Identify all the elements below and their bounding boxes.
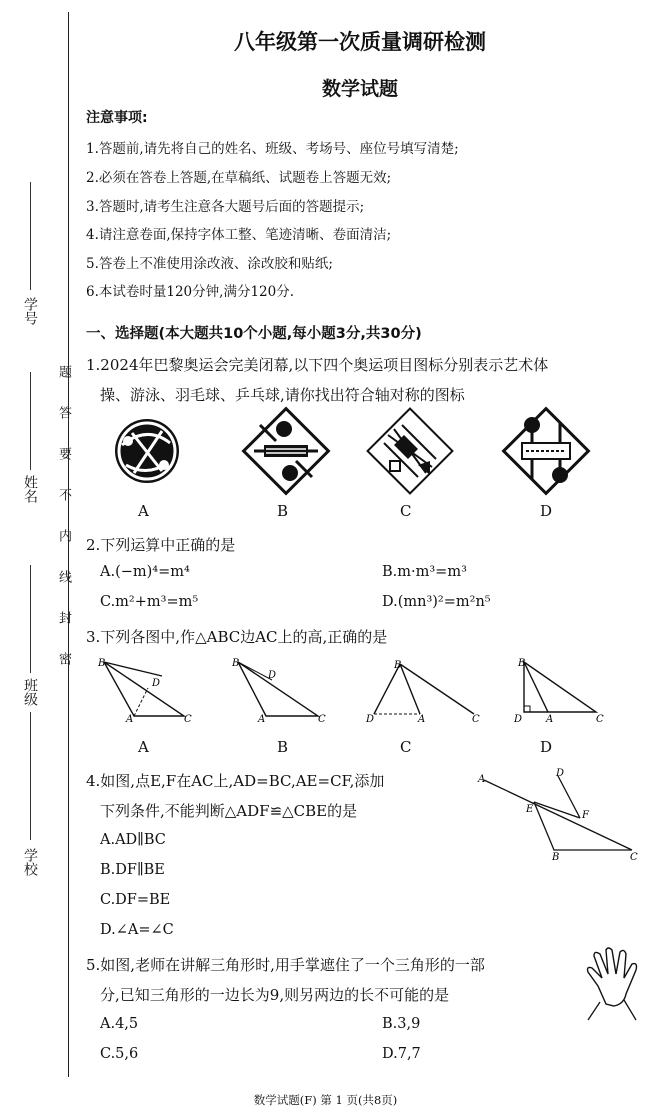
svg-text:A: A — [126, 714, 134, 725]
svg-text:A: A — [546, 714, 554, 725]
svg-text:C: C — [318, 714, 326, 725]
svg-text:C: C — [472, 714, 480, 725]
field-student-id-line — [30, 182, 31, 290]
svg-text:E: E — [526, 804, 534, 815]
section-heading: 一、选择题(本大题共10个小题,每小题3分,共30分) — [86, 326, 422, 342]
field-class-line — [30, 565, 31, 673]
svg-text:D: D — [556, 768, 565, 779]
q2-option-d[interactable]: D.(mn³)²=m²n⁵ — [382, 594, 491, 610]
q4-figure — [476, 768, 646, 864]
svg-text:A: A — [418, 714, 426, 725]
q1-label-b: B — [277, 502, 289, 520]
swimming-icon — [250, 415, 322, 487]
svg-text:B: B — [518, 658, 526, 669]
svg-text:B: B — [232, 658, 240, 669]
notes-heading: 注意事项: — [86, 110, 148, 126]
q4-option-d[interactable]: D.∠A=∠C — [100, 922, 174, 938]
svg-text:C: C — [630, 852, 638, 863]
q5-option-a[interactable]: A.4,5 — [100, 1016, 139, 1032]
note-item: 1.答题前,请先将自己的姓名、班级、考场号、座位号填写清楚; — [86, 141, 459, 157]
q1-label-a: A — [138, 502, 149, 520]
q3-figure-d — [508, 656, 608, 726]
q4-option-c[interactable]: C.DF=BE — [100, 892, 171, 908]
svg-text:A: A — [478, 774, 486, 785]
svg-text:B: B — [98, 658, 106, 669]
q3-stem: 3.下列各图中,作△ABC边AC上的高,正确的是 — [86, 628, 388, 646]
q1-stem-line2: 操、游泳、羽毛球、乒乓球,请你找出符合轴对称的图标 — [100, 386, 465, 404]
svg-text:D: D — [152, 678, 161, 689]
svg-text:B: B — [552, 852, 560, 863]
q4-stem-line2: 下列条件,不能判断△ADF≌△CBE的是 — [100, 802, 358, 820]
note-item: 6.本试卷时量120分钟,满分120分. — [86, 284, 294, 300]
q3-figure-c — [362, 656, 482, 726]
q1-label-d: D — [540, 502, 553, 520]
q1-label-c: C — [400, 502, 412, 520]
page-footer: 数学试题(F) 第 1 页(共8页) — [253, 1093, 398, 1107]
q2-option-b[interactable]: B.m·m³=m³ — [382, 564, 467, 580]
q5-stem-line2: 分,已知三角形的一边长为9,则另两边的长不可能的是 — [100, 986, 450, 1004]
q2-stem: 2.下列运算中正确的是 — [86, 536, 236, 554]
exam-subject: 数学试题 — [321, 78, 398, 100]
svg-text:B: B — [394, 660, 402, 671]
q3-label-a: A — [138, 738, 149, 756]
gymnastics-icon — [112, 415, 182, 487]
q1-stem-line1: 1.2024年巴黎奥运会完美闭幕,以下四个奥运项目图标分别表示艺术体 — [86, 356, 549, 374]
svg-text:D: D — [366, 714, 375, 725]
note-item: 5.答卷上不准使用涂改液、涂改胶和贴纸; — [86, 256, 333, 272]
svg-text:C: C — [184, 714, 192, 725]
svg-text:D: D — [514, 714, 523, 725]
seal-line-text: 题答要不内线封密 — [56, 365, 71, 693]
q5-option-d[interactable]: D.7,7 — [382, 1046, 421, 1062]
svg-text:D: D — [268, 670, 277, 681]
field-class-label: 班级 — [22, 678, 38, 706]
q2-option-c[interactable]: C.m²+m³=m⁵ — [100, 594, 199, 610]
table-tennis-icon — [510, 415, 582, 487]
q3-figure-b — [230, 656, 330, 726]
q4-option-a[interactable]: A.AD∥BC — [100, 832, 166, 848]
q3-label-d: D — [540, 738, 553, 756]
svg-text:C: C — [596, 714, 604, 725]
badminton-icon — [374, 415, 446, 487]
q5-option-b[interactable]: B.3,9 — [382, 1016, 421, 1032]
q3-figure-a — [96, 656, 196, 726]
note-item: 4.请注意卷面,保持字体工整、笔迹清晰、卷面清洁; — [86, 227, 392, 243]
q2-option-a[interactable]: A.(−m)⁴=m⁴ — [100, 564, 190, 580]
field-school-line — [30, 712, 31, 840]
hand-icon — [584, 946, 640, 1022]
q4-stem-line1: 4.如图,点E,F在AC上,AD=BC,AE=CF,添加 — [86, 772, 385, 790]
q3-label-c: C — [400, 738, 412, 756]
svg-text:F: F — [582, 810, 589, 821]
field-student-id-label: 学号 — [22, 297, 38, 325]
q5-option-c[interactable]: C.5,6 — [100, 1046, 139, 1062]
note-item: 2.必须在答卷上答题,在草稿纸、试题卷上答题无效; — [86, 170, 392, 186]
svg-text:A: A — [258, 714, 266, 725]
exam-title: 八年级第一次质量调研检测 — [234, 30, 486, 54]
q3-label-b: B — [277, 738, 289, 756]
field-school-label: 学校 — [22, 848, 38, 876]
field-name-label: 姓名 — [22, 475, 38, 503]
q4-option-b[interactable]: B.DF∥BE — [100, 862, 165, 878]
q5-stem-line1: 5.如图,老师在讲解三角形时,用手掌遮住了一个三角形的一部 — [86, 956, 485, 974]
note-item: 3.答题时,请考生注意各大题号后面的答题提示; — [86, 199, 365, 215]
field-name-line — [30, 372, 31, 470]
